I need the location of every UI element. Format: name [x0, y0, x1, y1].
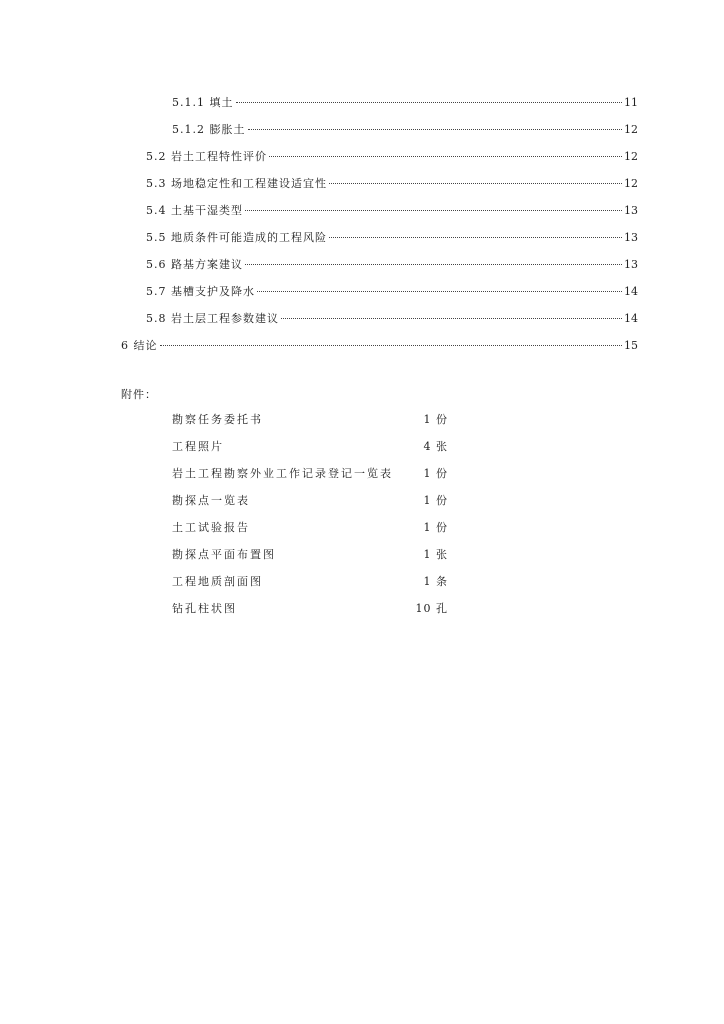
toc-entry-label: 5.3 场地稳定性和工程建设适宜性 [146, 177, 327, 190]
toc-page-number: 13 [624, 258, 638, 271]
attachment-name: 工程照片 [172, 440, 224, 453]
attachment-item [172, 574, 462, 590]
toc-entry-5-1-2[interactable] [172, 122, 638, 138]
toc-leader [269, 156, 622, 157]
toc-entry-5-7[interactable] [146, 284, 638, 300]
attachment-item [172, 493, 462, 509]
toc-entry-5-4[interactable] [146, 203, 638, 219]
toc-entry-label: 5.8 岩土层工程参数建议 [146, 312, 279, 325]
toc-leader [245, 210, 622, 211]
attachment-name: 工程地质剖面图 [172, 575, 263, 588]
attachment-item [172, 520, 462, 536]
toc-leader [245, 264, 622, 265]
toc-entry-5-8[interactable] [146, 311, 638, 327]
toc-page-number: 12 [624, 177, 638, 190]
attachment-item [172, 439, 462, 455]
toc-entry-5-5[interactable] [146, 230, 638, 246]
attachment-quantity: 10 孔 [415, 602, 448, 615]
toc-page-number: 13 [624, 231, 638, 244]
toc-entry-label: 5.2 岩土工程特性评价 [146, 150, 267, 163]
attachment-quantity: 1 条 [423, 575, 448, 588]
toc-entry-6[interactable] [121, 338, 638, 354]
attachment-quantity: 1 份 [423, 413, 448, 426]
attachment-quantity: 1 份 [423, 467, 448, 480]
toc-entry-label: 5.4 土基干湿类型 [146, 204, 243, 217]
toc-page-number: 12 [624, 123, 638, 136]
attachment-name: 岩土工程勘察外业工作记录登记一览表 [172, 467, 393, 480]
toc-entry-label: 5.1.1 填土 [172, 96, 234, 109]
attachment-quantity: 1 份 [423, 494, 448, 507]
toc-leader [281, 318, 622, 319]
toc-entry-label: 5.1.2 膨胀土 [172, 123, 246, 136]
toc-leader [236, 102, 623, 103]
toc-entry-5-1-1[interactable] [172, 95, 638, 111]
attachment-name: 勘察任务委托书 [172, 413, 263, 426]
toc-entry-label: 5.5 地质条件可能造成的工程风险 [146, 231, 327, 244]
toc-page-number: 14 [624, 312, 638, 325]
toc-entry-5-2[interactable] [146, 149, 638, 165]
attachment-name: 勘探点平面布置图 [172, 548, 276, 561]
attachment-item [172, 412, 462, 428]
toc-leader [160, 345, 623, 346]
attachments-heading: 附件： [121, 388, 157, 401]
toc-entry-label: 6 结论 [121, 339, 158, 352]
attachment-name: 土工试验报告 [172, 521, 250, 534]
toc-page-number: 15 [624, 339, 638, 352]
toc-leader [257, 291, 622, 292]
attachment-quantity: 1 张 [423, 548, 448, 561]
attachment-name: 钻孔柱状图 [172, 602, 237, 615]
toc-page-number: 13 [624, 204, 638, 217]
toc-leader [329, 183, 622, 184]
toc-page-number: 12 [624, 150, 638, 163]
attachment-quantity: 1 份 [423, 521, 448, 534]
toc-page-number: 14 [624, 285, 638, 298]
attachment-item [172, 601, 462, 617]
attachment-item [172, 466, 462, 482]
toc-entry-label: 5.6 路基方案建议 [146, 258, 243, 271]
attachment-item [172, 547, 462, 563]
toc-leader [329, 237, 622, 238]
toc-entry-5-6[interactable] [146, 257, 638, 273]
toc-leader [248, 129, 623, 130]
toc-entry-5-3[interactable] [146, 176, 638, 192]
attachment-name: 勘探点一览表 [172, 494, 250, 507]
toc-page-number: 11 [624, 96, 638, 109]
toc-entry-label: 5.7 基槽支护及降水 [146, 285, 255, 298]
attachment-quantity: 4 张 [423, 440, 448, 453]
